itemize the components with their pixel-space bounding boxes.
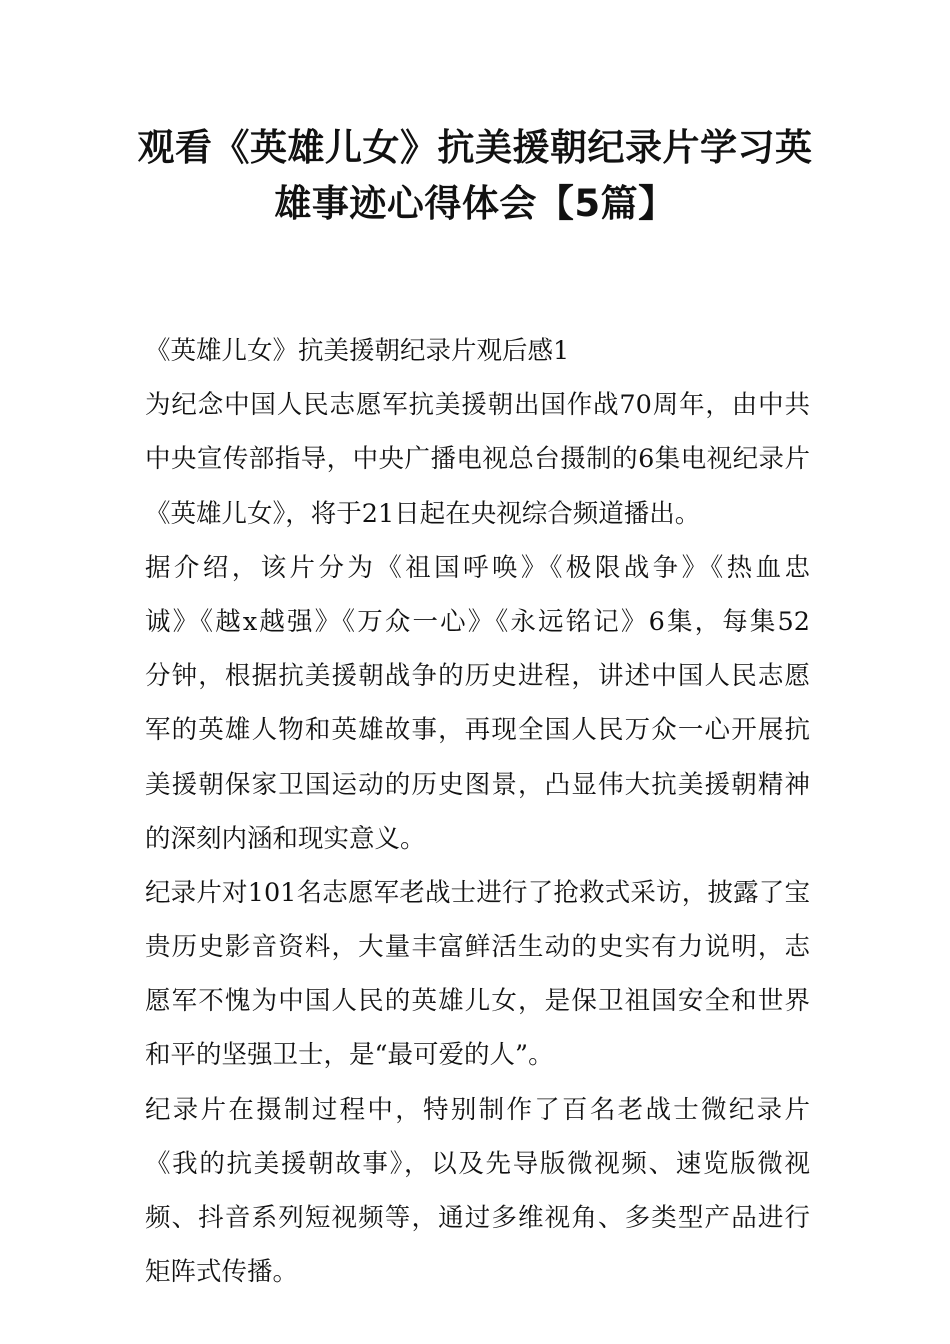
text-line: 贵历史影音资料，大量丰富鲜活生动的史实有力说明，志 bbox=[145, 932, 810, 963]
text-line: 分钟，根据抗美援朝战争的历史进程，讲述中国人民志愿 bbox=[145, 661, 810, 692]
text-line: 矩阵式传播。 bbox=[145, 1257, 299, 1288]
text-line: 纪录片对101名志愿军老战士进行了抢救式采访，披露了宝 bbox=[145, 877, 810, 908]
document-title bbox=[120, 120, 830, 232]
text-line: 美援朝保家卫国运动的历史图景，凸显伟大抗美援朝精神 bbox=[145, 769, 810, 800]
text-line: 频、抖音系列短视频等，通过多维视角、多类型产品进行 bbox=[145, 1203, 810, 1233]
text-line: 中央宣传部指导，中央广播电视总台摄制的6集电视纪录片 bbox=[145, 444, 810, 475]
text-line: 《英雄儿女》，将于21日起在央视综合频道播出。 bbox=[145, 498, 701, 529]
title-line: 观看《英雄儿女》抗美援朝纪录片学习英 bbox=[137, 126, 813, 169]
text-line: 《我的抗美援朝故事》，以及先导版微视频、速览版微视 bbox=[145, 1148, 810, 1179]
section-heading: 《英雄儿女》抗美援朝纪录片观后感1 bbox=[145, 336, 570, 366]
text-line: 和平的坚强卫士，是“最可爱的人”。 bbox=[145, 1040, 554, 1071]
text-line: 愿军不愧为中国人民的英雄儿女，是保卫祖国安全和世界 bbox=[145, 986, 810, 1017]
text-line: 据介绍，该片分为《祖国呼唤》《极限战争》《热血忠 bbox=[145, 552, 810, 583]
text-line: 为纪念中国人民志愿军抗美援朝出国作战70周年，由中共 bbox=[145, 390, 810, 421]
title-line: 雄事迹心得体会【5篇】 bbox=[274, 182, 676, 225]
text-line: 诚》《越x越强》《万众一心》《永远铭记》6集，每集52 bbox=[145, 606, 810, 637]
document-body bbox=[145, 324, 810, 1299]
text-line: 纪录片在摄制过程中，特别制作了百名老战士微纪录片 bbox=[145, 1094, 810, 1125]
text-line: 的深刻内涵和现实意义。 bbox=[145, 823, 426, 854]
text-line: 军的英雄人物和英雄故事，再现全国人民万众一心开展抗 bbox=[145, 715, 810, 746]
